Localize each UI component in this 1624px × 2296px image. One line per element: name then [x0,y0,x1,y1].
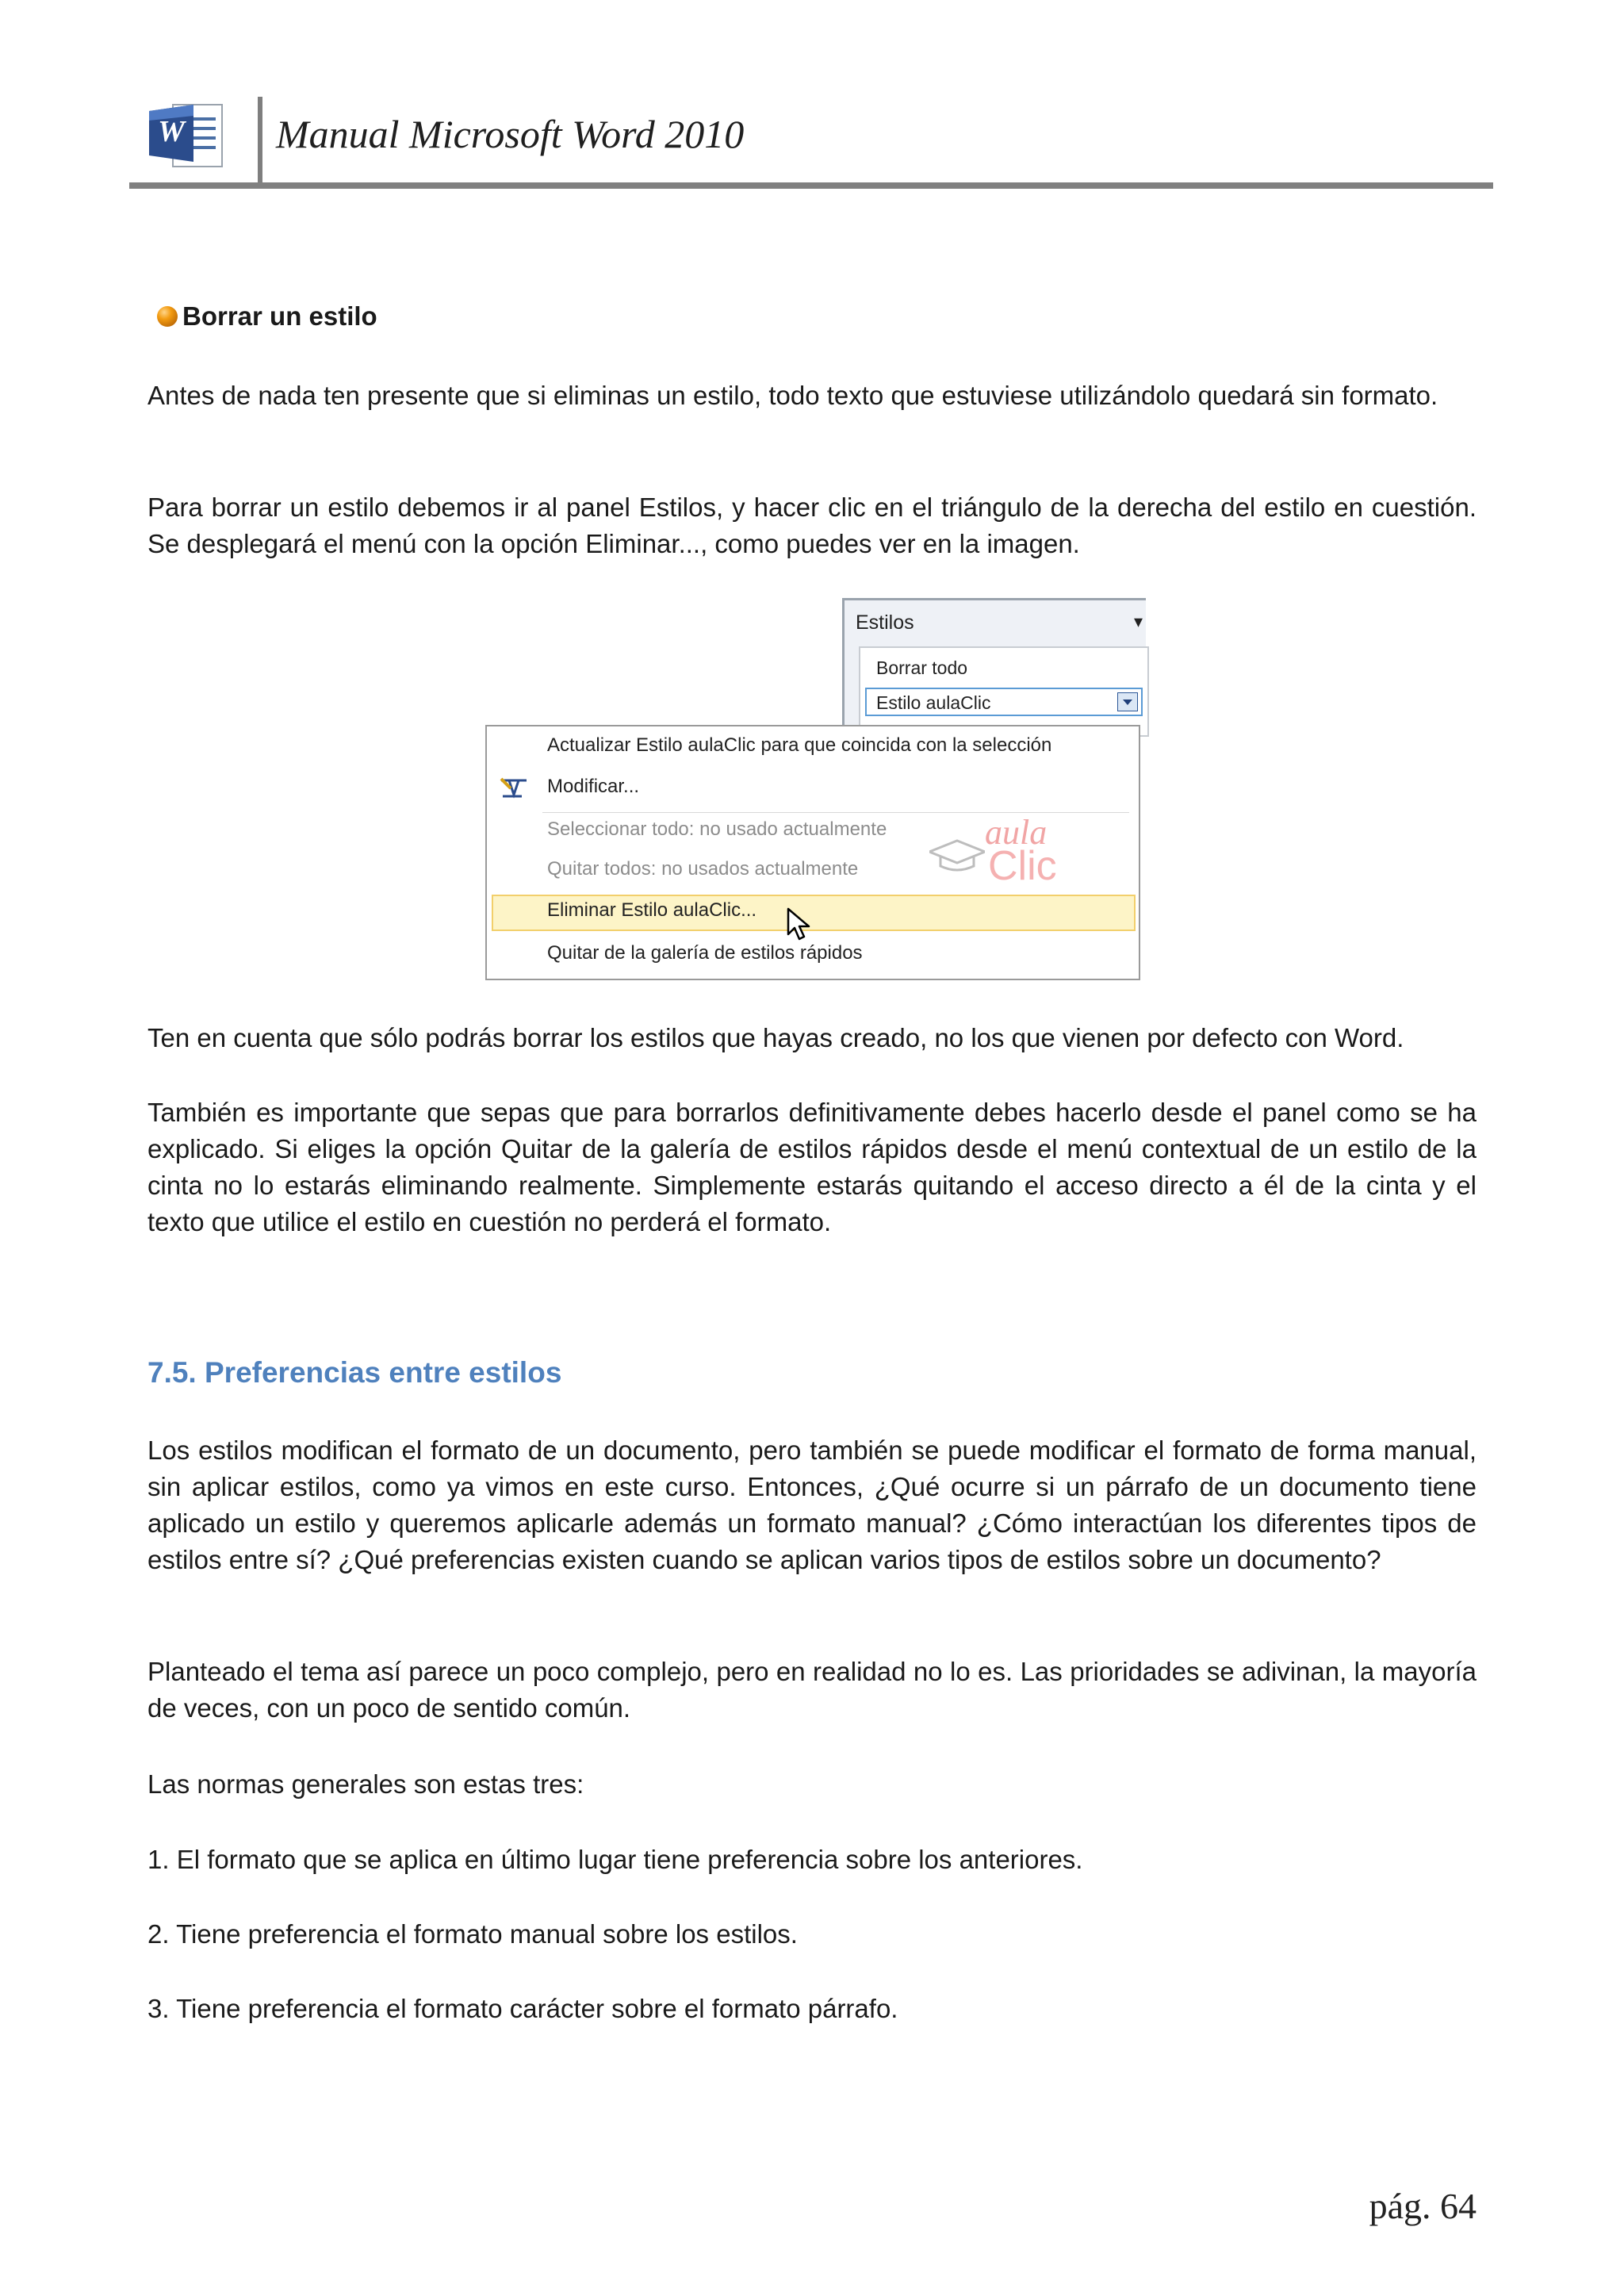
style-item-borrar-todo[interactable]: Borrar todo [876,657,968,678]
list-item: 2. Tiene preferencia el formato manual sobre los estilos. [147,1919,798,1949]
styles-panel [842,598,1146,727]
section-heading: 7.5. Preferencias entre estilos [147,1356,562,1389]
graduation-cap-icon [929,836,985,876]
styles-list [859,646,1149,737]
subheading [157,301,377,332]
paragraph: Antes de nada ten presente que si eliminas un estilo, todo texto que estuviese utilizándolo quedará sin formato. [147,381,1438,410]
watermark-aula: aula [985,813,1048,852]
screenshot-figure [485,598,1143,982]
paragraph: También es importante que sepas que para borrarlos definitivamente debes hacerlo desde el panel como se ha explicado. Si eliges la opción Quitar de la galería de estilos rápidos desde el menú contextual de un estilo de la cinta no lo estarás eliminando realmente. Simplemente estarás quitando el acceso directo a él de la cinta y el texto que utilice el estilo en cuestión no perderá el formato. [147,1098,1477,1236]
header-rule [129,182,1493,189]
style-item-selected[interactable] [865,688,1143,716]
paragraph: Ten en cuenta que sólo podrás borrar los estilos que hayas creado, no los que vienen por defecto con Word. [147,1023,1404,1052]
styles-panel-title: Estilos [856,611,914,634]
menu-item-quitar-todos: Quitar todos: no usados actualmente [547,858,859,880]
menu-item-modificar[interactable]: Modificar... [547,776,640,797]
panel-menu-icon[interactable]: ▾ [1133,611,1143,631]
list-item: 1. El formato que se aplica en último lugar tiene preferencia sobre los anteriores. [147,1845,1083,1874]
menu-item-seleccionar-todo: Seleccionar todo: no usado actualmente [547,818,887,840]
orange-bullet-icon [157,306,178,327]
style-item-label: Estilo aulaClic [876,692,991,713]
dropdown-arrow-icon[interactable] [1117,692,1138,711]
list-item: 3. Tiene preferencia el formato carácter sobre el formato párrafo. [147,1994,898,2023]
paragraph: Planteado el tema así parece un poco complejo, pero en realidad no lo es. Las prioridades se adivinan, la mayoría de veces, con un poco de sentido común. [147,1657,1477,1723]
menu-item-quitar-galeria[interactable]: Quitar de la galería de estilos rápidos [547,942,863,964]
modify-style-icon [498,776,530,801]
watermark-clic: Clic [988,843,1057,889]
context-menu [485,725,1140,980]
logo-letter: W [158,115,185,148]
menu-item-actualizar[interactable]: Actualizar Estilo aulaClic para que coincida con la selección [547,734,1052,756]
page-number: pág. 64 [1369,2186,1477,2226]
menu-item-eliminar[interactable]: Eliminar Estilo aulaClic... [547,899,757,921]
paragraph: Las normas generales son estas tres: [147,1769,584,1799]
subheading-text: Borrar un estilo [182,301,377,331]
paragraph: Para borrar un estilo debemos ir al panel Estilos, y hacer clic en el triángulo de la derecha del estilo en cuestión. Se desplegará el menú con la opción Eliminar..., como puedes ver en la imagen. [147,493,1477,558]
paragraph: Los estilos modifican el formato de un documento, pero también se puede modificar el formato de forma manual, sin aplicar estilos, como ya vimos en este curso. Entonces, ¿Qué ocurre si un párrafo de un documento tiene aplicado un estilo y queremos aplicarle además un formato manual? ¿Cómo interactúan los diferentes tipos de estilos entre sí? ¿Qué preferencias existen cuando se aplican varios tipos de estilos sobre un documento? [147,1435,1477,1574]
watermark [921,812,1056,891]
header-title: Manual Microsoft Word 2010 [276,112,745,156]
mouse-cursor-icon [787,907,812,942]
header-divider [258,97,262,186]
word-logo-icon [147,100,227,171]
